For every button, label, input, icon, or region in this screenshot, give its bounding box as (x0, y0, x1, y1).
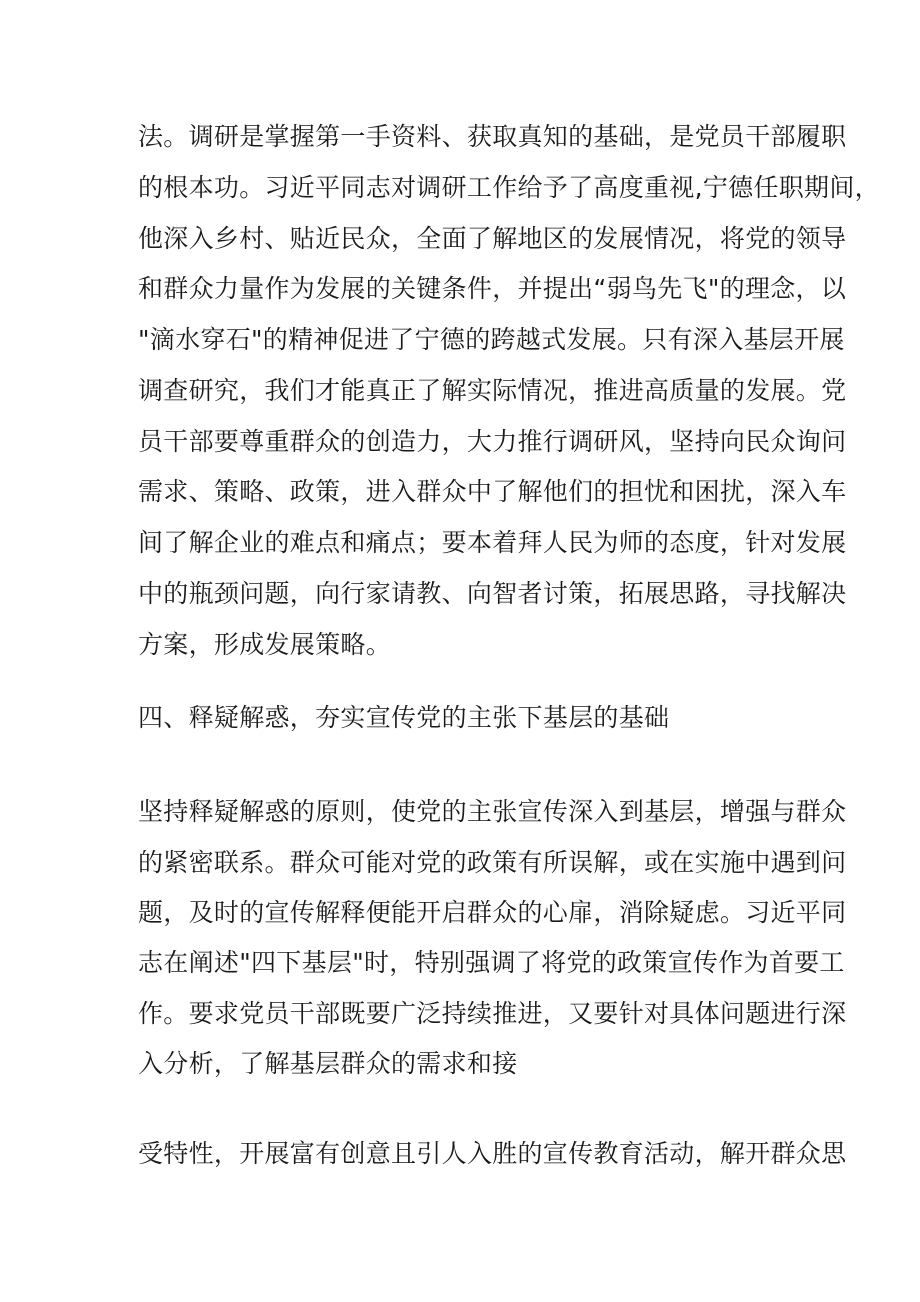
paragraph-1-line-5: "滴水穿石"的精神促进了宁德的跨越式发展。只有深入基层开展 (138, 325, 845, 354)
paragraph-2-line-6: 入分析，了解基层群众的需求和接 (138, 1049, 518, 1078)
paragraph-2-line-3: 题，及时的宣传解释便能开启群众的心扉，消除疑虑。习近平同 (138, 898, 847, 927)
paragraph-1-line-10: 中的瓶颈问题，向行家请教、向智者讨策，拓展思路，寻找解决 (138, 579, 847, 608)
paragraph-2-line-5: 作。要求党员干部既要广泛持续推进，又要针对具体问题进行深 (138, 999, 847, 1028)
paragraph-1-line-8: 需求、策略、政策，进入群众中了解他们的担忧和困扰，深入车 (138, 477, 847, 506)
paragraph-2-line-4: 志在阐述"四下基层"时，特别强调了将党的政策宣传作为首要工 (138, 948, 845, 977)
paragraph-1-line-2: 的根本功。习近平同志对调研工作给予了高度重视,宁德任职期间， (138, 173, 880, 202)
paragraph-1-line-1: 法。调研是掌握第一手资料、获取真知的基础，是党员干部履职 (138, 122, 847, 151)
paragraph-1-line-9: 间了解企业的难点和痛点；要本着拜人民为师的态度，针对发展 (138, 528, 847, 557)
paragraph-3-line-1: 受特性，开展富有创意且引人入胜的宣传教育活动，解开群众思 (138, 1139, 847, 1168)
paragraph-1-line-11: 方案，形成发展策略。 (138, 630, 392, 659)
paragraph-1-line-6: 调查研究，我们才能真正了解实际情况，推进高质量的发展。党 (138, 376, 847, 405)
paragraph-1-line-4: 和群众力量作为发展的关键条件，并提出“弱鸟先飞"的理念，以 (138, 274, 847, 303)
section-heading: 四、释疑解惑，夯实宣传党的主张下基层的基础 (138, 703, 670, 732)
paragraph-1-line-3: 他深入乡村、贴近民众，全面了解地区的发展情况，将党的领导 (138, 224, 847, 253)
paragraph-1-line-7: 员干部要尊重群众的创造力，大力推行调研风，坚持向民众询问 (138, 427, 847, 456)
paragraph-2-line-2: 的紧密联系。群众可能对党的政策有所误解，或在实施中遇到问 (138, 848, 847, 877)
paragraph-2-line-1: 坚持释疑解惑的原则，使党的主张宣传深入到基层，增强与群众 (138, 797, 847, 826)
